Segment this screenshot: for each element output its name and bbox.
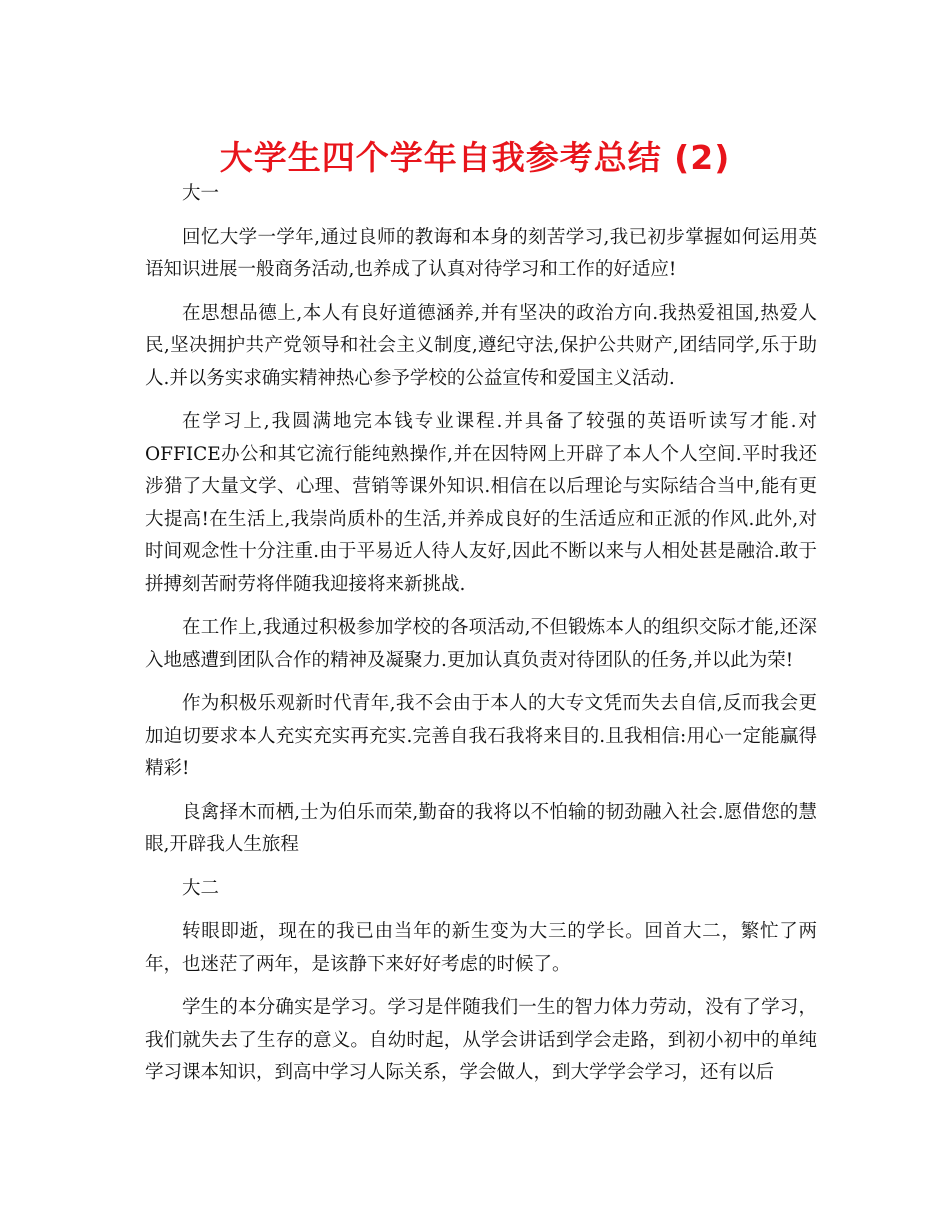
paragraph: 转眼即逝，现在的我已由当年的新生变为大三的学长。回首大二，繁忙了两年，也迷茫了两年，是该静下来好好考虑的时候了。 — [145, 921, 817, 975]
paragraph: 在思想品德上,本人有良好道德涵养,并有坚决的政治方向.我热爱祖国,热爱人民,坚决拥护共产党领导和社会主义制度,遵纪守法,保护公共财产,团结同学,乐于助人.并以务实求确实精神热心参予学校的公益宣传和爱国主义活动. — [145, 302, 817, 389]
paragraph: 在学习上,我圆满地完本钱专业课程.并具备了较强的英语听读写才能.对OFFICE办公和其它流行能纯熟操作,并在因特网上开辟了本人个人空间.平时我还涉猎了大量文学、心理、营销等课外知识.相信在以后理论与实际结合当中,能有更大提高!在生活上,我崇尚质朴的生活,并养成良好的生活适应和正派的作风.此外,对时间观念性十分注重.由于平易近人待人友好,因此不断以来与人相处甚是融洽.敢于拼搏刻苦耐劳将伴随我迎接将来新挑战. — [145, 411, 817, 595]
document-title: 大学生四个学年自我参考总结 (2) — [219, 138, 731, 177]
paragraph: 作为积极乐观新时代青年,我不会由于本人的大专文凭而失去自信,反而我会更加迫切要求本人充实充实再充实.完善自我石我将来目的.且我相信:用心一定能赢得精彩! — [145, 693, 817, 779]
paragraph: 良禽择木而栖,士为伯乐而荣,勤奋的我将以不怕输的韧劲融入社会.愿借您的慧眼,开辟我人生旅程 — [145, 801, 817, 855]
document-body — [145, 178, 817, 1101]
paragraph: 回忆大学一学年,通过良师的教诲和本身的刻苦学习,我已初步掌握如何运用英语知识进展一般商务活动,也养成了认真对待学习和工作的好适应! — [145, 226, 817, 280]
paragraph: 在工作上,我通过积极参加学校的各项活动,不但锻炼本人的组织交际才能,还深入地感遭到团队合作的精神及凝聚力.更加认真负责对待团队的任务,并以此为荣! — [145, 617, 817, 671]
section-heading-year-two: 大二 — [182, 877, 220, 899]
section-heading-year-one: 大一 — [182, 183, 220, 204]
paragraph: 学生的本分确实是学习。学习是伴随我们一生的智力体力劳动，没有了学习，我们就失去了生存的意义。自幼时起，从学会讲话到学会走路，到初小初中的单纯学习课本知识，到高中学习人际关系，学会做人，到大学学会学习，还有以后 — [145, 997, 817, 1083]
